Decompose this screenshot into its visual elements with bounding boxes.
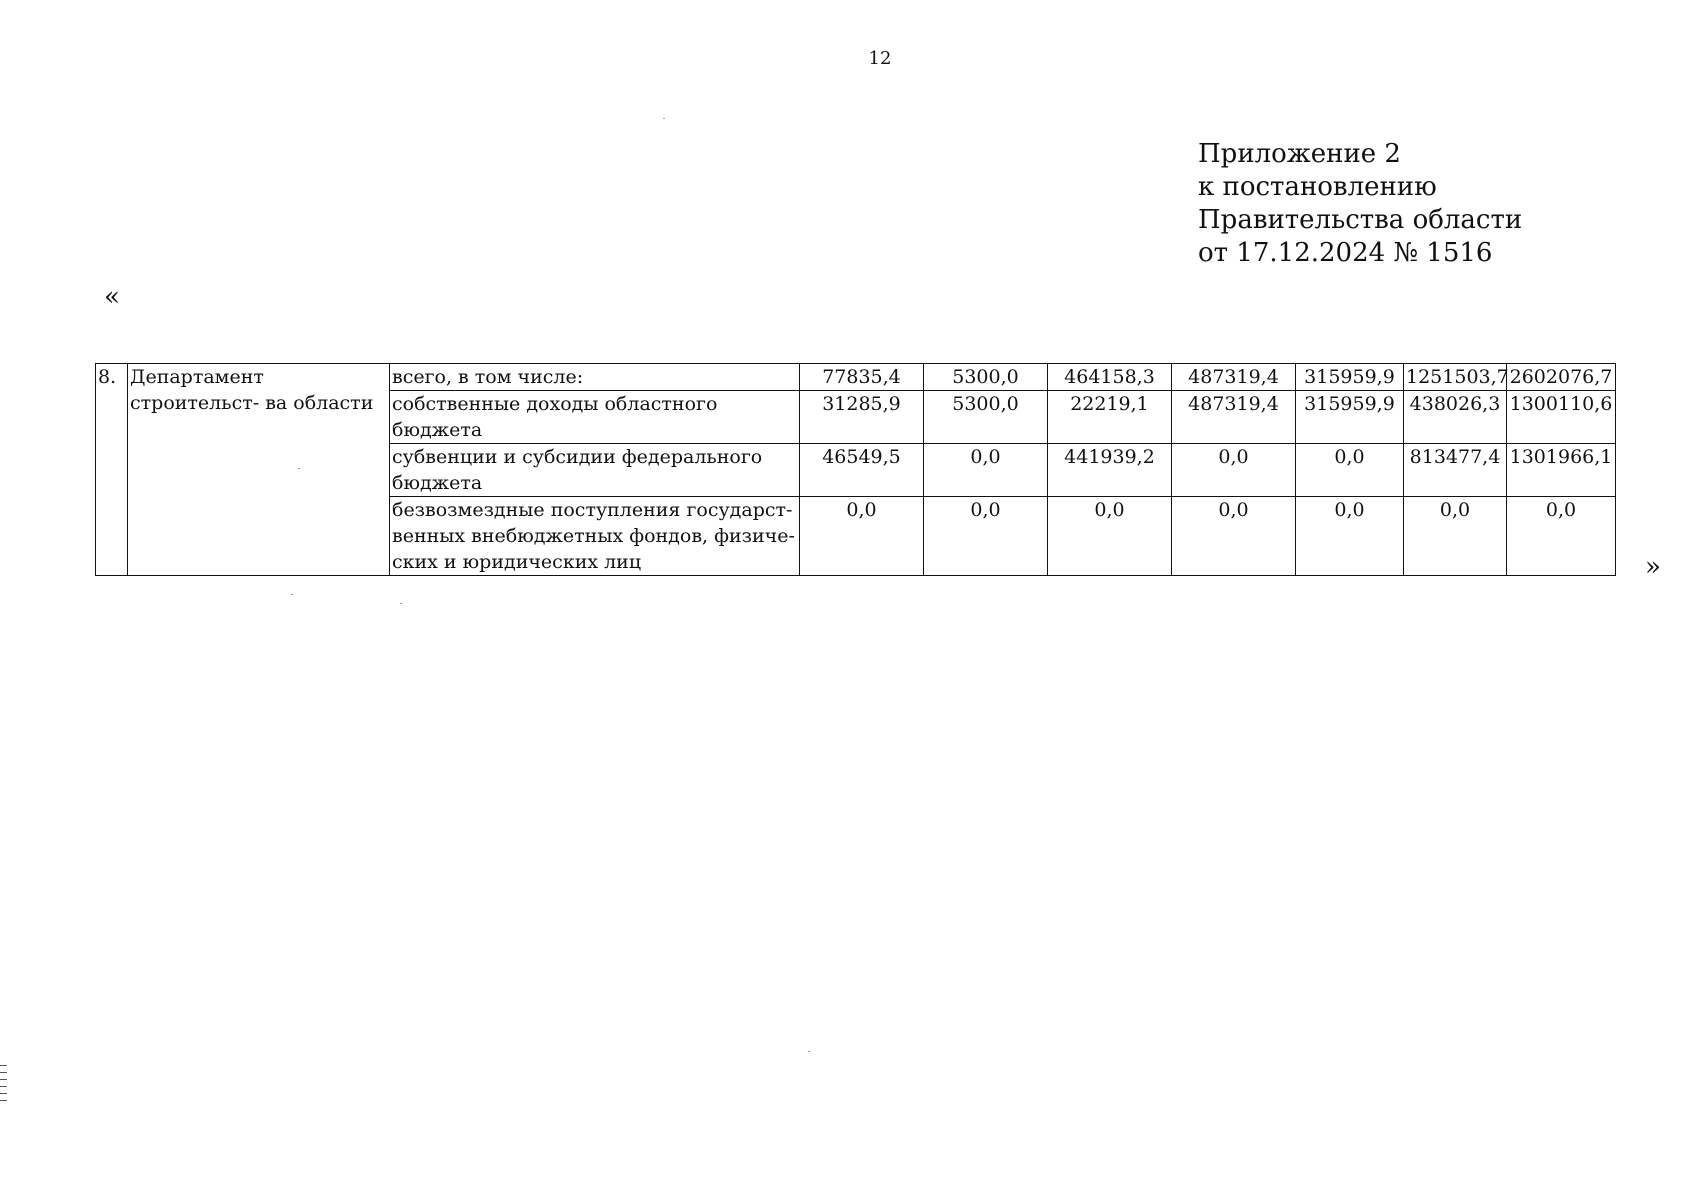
- table-cell: 464158,3: [1048, 364, 1172, 391]
- appendix-header: [1198, 138, 1522, 270]
- budget-table: [95, 363, 1616, 576]
- table-cell: 0,0: [1296, 497, 1404, 576]
- page-number: 12: [868, 48, 892, 69]
- table-cell: 441939,2: [1048, 444, 1172, 497]
- scan-dust: [298, 468, 300, 469]
- appendix-authority: Правительства области: [1198, 205, 1523, 235]
- scan-dust: [808, 1051, 810, 1052]
- table-cell: 315959,9: [1296, 391, 1404, 444]
- table-cell: 22219,1: [1048, 391, 1172, 444]
- department-name: Департамент строительст- ва области: [128, 364, 390, 576]
- table-cell: 0,0: [924, 444, 1048, 497]
- appendix-title: Приложение 2: [1198, 139, 1401, 169]
- appendix-date-number: от 17.12.2024 № 1516: [1198, 238, 1493, 268]
- row-number: 8.: [96, 364, 128, 576]
- table-cell: 2602076,7: [1507, 364, 1616, 391]
- table-cell: 31285,9: [800, 391, 924, 444]
- table-cell: 77835,4: [800, 364, 924, 391]
- table-cell: 5300,0: [924, 364, 1048, 391]
- table-cell: 1300110,6: [1507, 391, 1616, 444]
- table-cell: 315959,9: [1296, 364, 1404, 391]
- closing-quote: »: [1645, 552, 1661, 582]
- scan-edge-marks: [0, 1065, 7, 1107]
- scan-dust: [663, 118, 665, 119]
- row-label: всего, в том числе:: [390, 364, 800, 391]
- table-cell: 0,0: [1507, 497, 1616, 576]
- table-cell: 1251503,7: [1404, 364, 1507, 391]
- table-cell: 487319,4: [1172, 391, 1296, 444]
- table-cell: 0,0: [800, 497, 924, 576]
- table-cell: 813477,4: [1404, 444, 1507, 497]
- table-cell: 0,0: [1296, 444, 1404, 497]
- table-cell: 0,0: [1048, 497, 1172, 576]
- opening-quote: «: [104, 282, 120, 312]
- scan-dust: [400, 603, 402, 604]
- row-label: субвенции и субсидии федерального бюджета: [390, 444, 800, 497]
- table-cell: 0,0: [1404, 497, 1507, 576]
- table-row: [96, 364, 1616, 391]
- table-cell: 0,0: [1172, 497, 1296, 576]
- table-cell: 1301966,1: [1507, 444, 1616, 497]
- appendix-reference: к постановлению: [1198, 172, 1437, 202]
- table-cell: 487319,4: [1172, 364, 1296, 391]
- table-cell: 46549,5: [800, 444, 924, 497]
- scan-dust: [291, 594, 293, 595]
- row-label: безвозмездные поступления государст- венных внебюджетных фондов, физиче- ских и юридических лиц: [390, 497, 800, 576]
- table-cell: 0,0: [1172, 444, 1296, 497]
- table-cell: 5300,0: [924, 391, 1048, 444]
- row-label: собственные доходы областного бюджета: [390, 391, 800, 444]
- table-cell: 438026,3: [1404, 391, 1507, 444]
- table-cell: 0,0: [924, 497, 1048, 576]
